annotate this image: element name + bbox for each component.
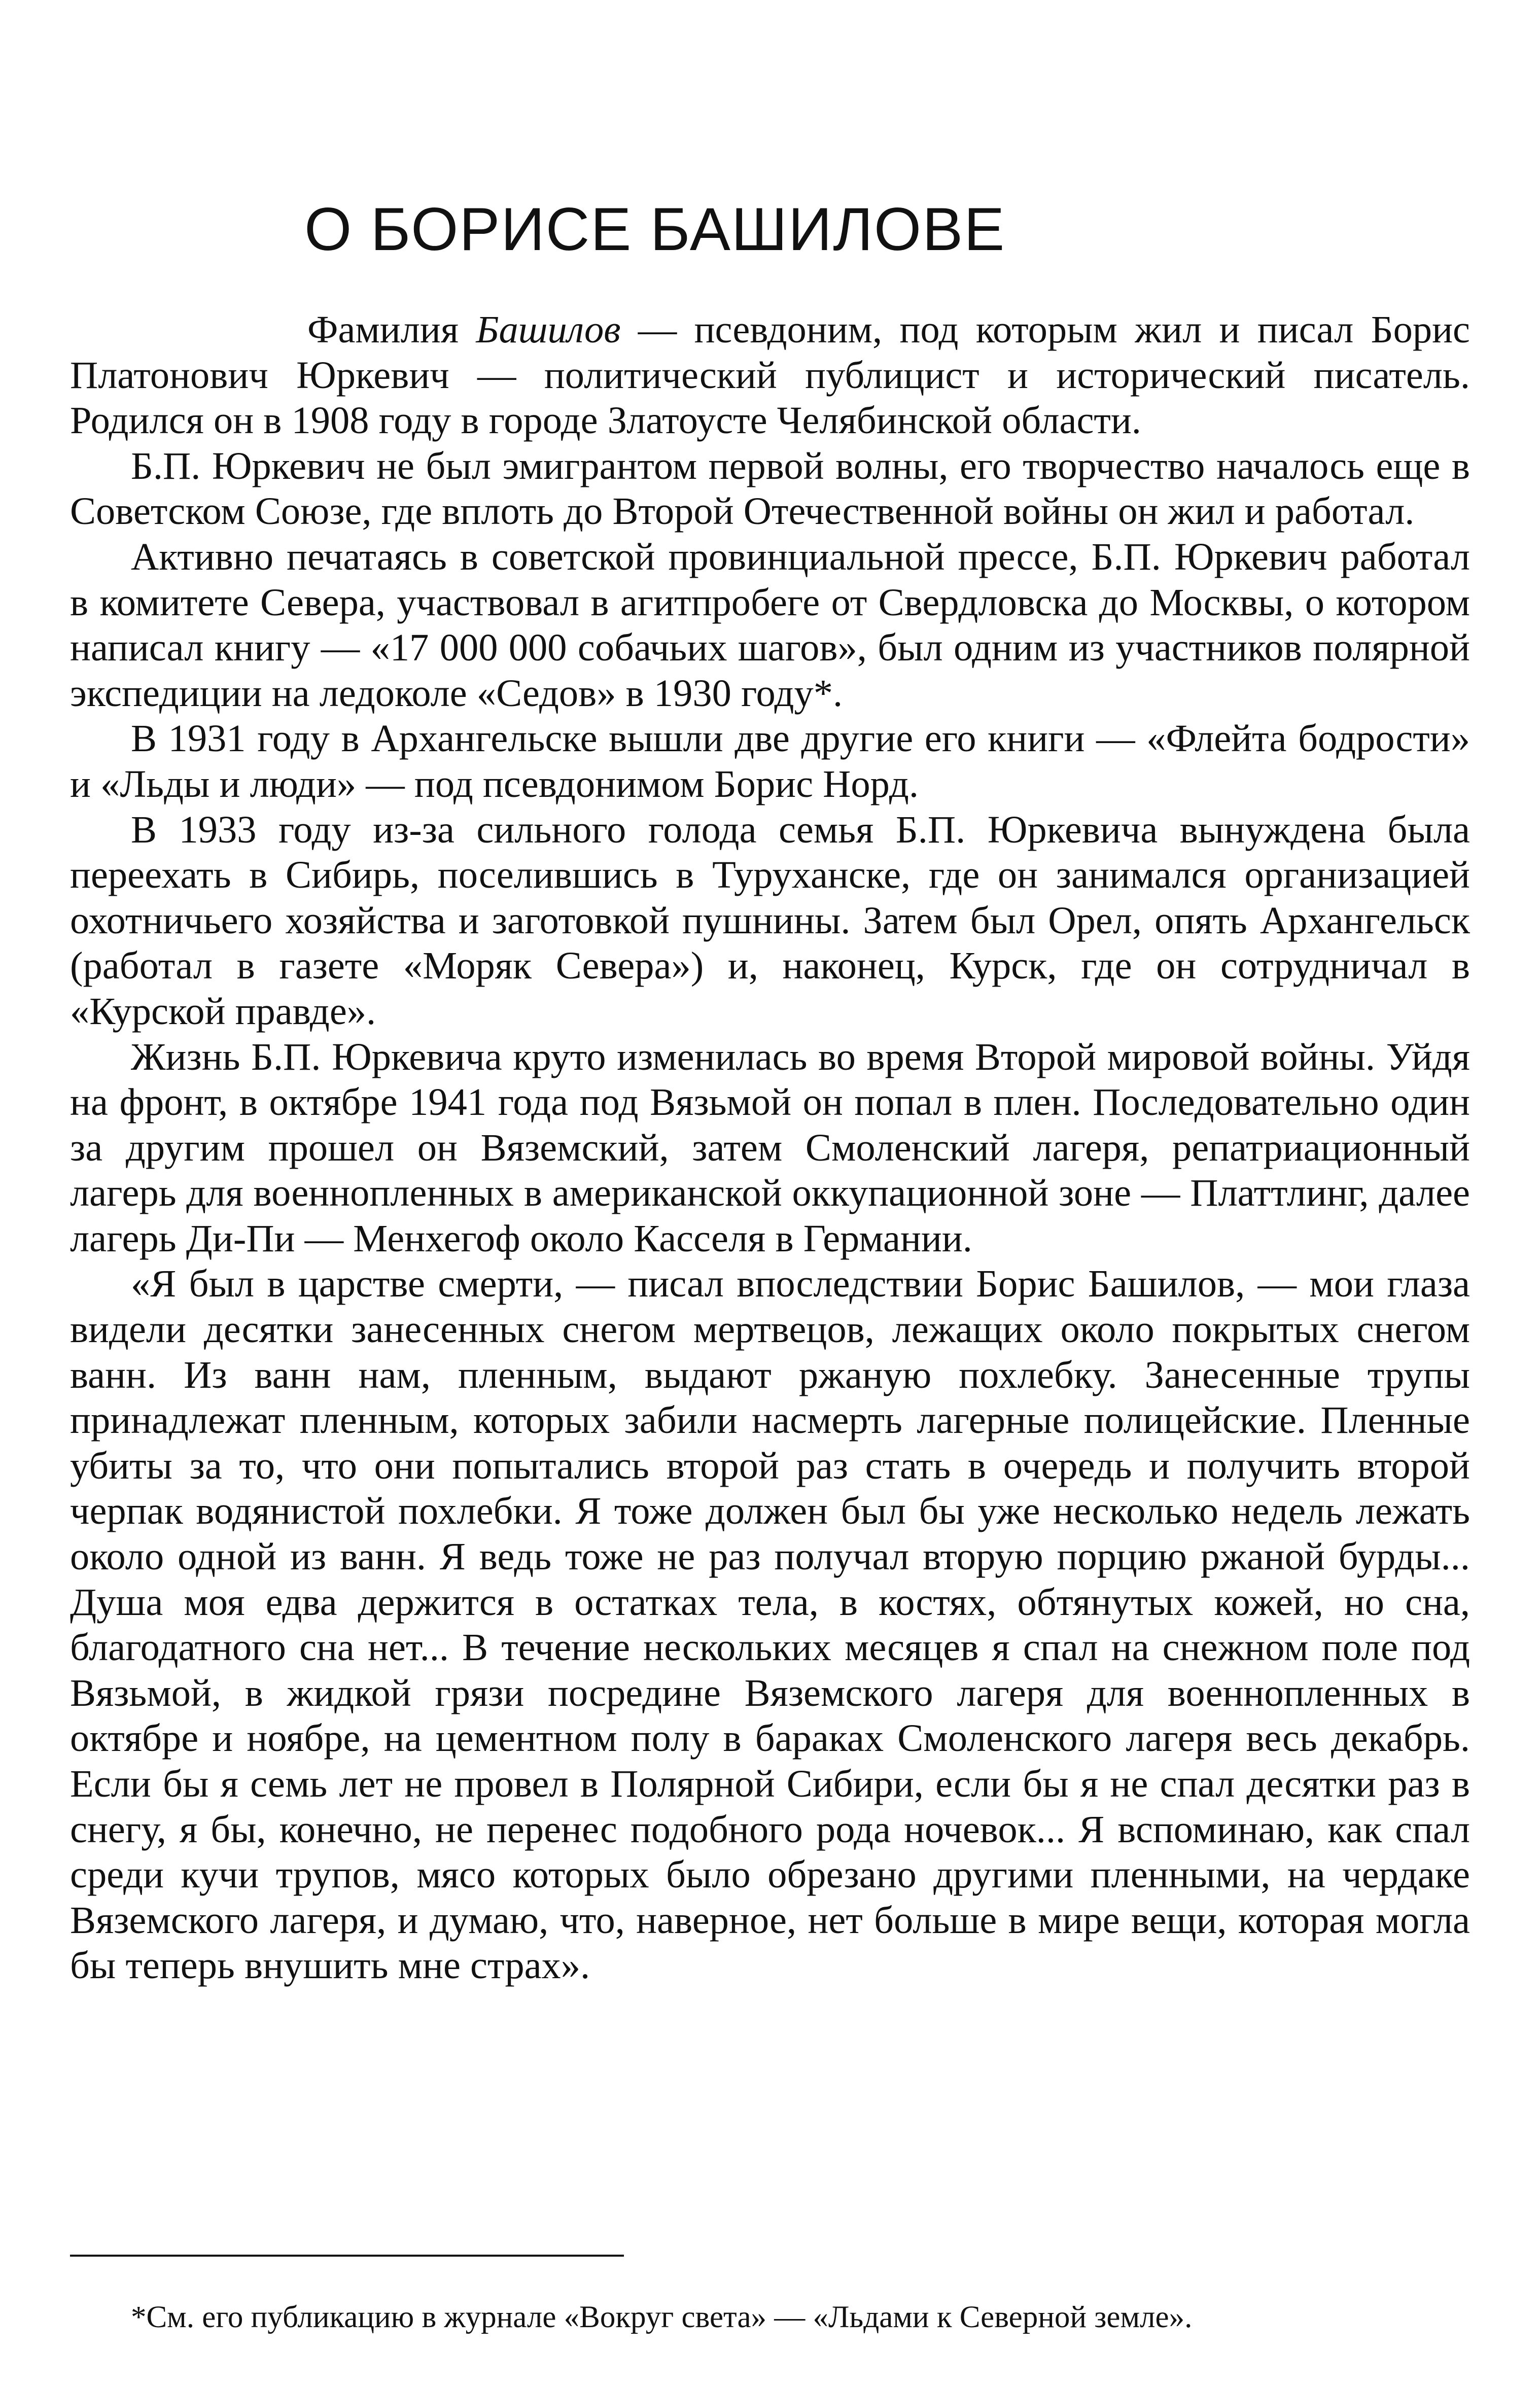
body-text [70,307,1470,1988]
paragraph-3: Активно печатаясь в советской провинциальной прессе, Б.П. Юркевич работал в комитете Севера, участвовал в агитпробеге от Свердловска до Москвы, о котором написал книгу — «17 000 000 собачьих шагов», был одним из участников полярной экспедиции на ледоколе «Седов» в 1930 году*. [70,535,1470,715]
footnote-divider [70,2255,624,2257]
paragraph-5: В 1933 году из-за сильного голода семья Б.П. Юркевича вынуждена была переехать в Сибирь, поселившись в Туруханске, где он занимался организацией охотничьего хозяйства и заготовкой пушнины. Затем был Орел, опять Архангельск (работал в газете «Моряк Севера») и, наконец, Курск, где он сотрудничал в «Курской правде». [70,808,1470,1033]
book-page [70,0,1470,2386]
paragraph-6: Жизнь Б.П. Юркевича круто изменилась во время Второй мировой войны. Уйдя на фронт, в октябре 1941 года под Вязьмой он попал в плен. Последовательно один за другим прошел он Вяземский, затем Смоленский лагеря, репатриационный лагерь для военнопленных в американской оккупационной зоне — Платтлинг, далее лагерь Ди-Пи — Менхегоф около Касселя в Германии. [70,1035,1470,1260]
paragraph-1-rest: — псевдоним, под которым жил и писал Борис Платонович Юркевич — политический публицист и исторический писатель. Родился он в 1908 году в городе Златоусте Челябинской области. [70,308,1470,442]
footnote: *См. его публикацию в журнале «Вокруг света» — «Льдами к Северной земле». [131,2300,1193,2334]
paragraph-7-quote: «Я был в царстве смерти, — писал впоследствии Борис Башилов, — мои глаза видели десятки занесенных снегом мертвецов, лежащих около покрытых снегом ванн. Из ванн нам, пленным, выдают ржаную похлебку. Занесенные трупы принадлежат пленным, которых забили насмерть лагерные полицейские. Пленные убиты за то, что они попытались второй раз стать в очередь и получить второй черпак водянистой похлебки. Я тоже должен был бы уже несколько недель лежать около одной из ванн. Я ведь тоже не раз получал вторую порцию ржаной бурды... Душа моя едва держится в остатках тела, в костях, обтянутых кожей, но сна, благодатного сна нет... В течение нескольких месяцев я спал на снежном поле под Вязьмой, в жидкой грязи посредине Вяземского лагеря для военнопленных в октябре и ноябре, на цементном полу в бараках Смоленского лагеря весь декабрь. Если бы я семь лет не провел в Полярной Сибири, если бы я не спал десятки раз в снегу, я бы, конечно, не перенес подобного рода ночевок... Я вспоминаю, как спал среди кучи трупов, мясо которых было обрезано другими пленными, на чердаке Вяземского лагеря, и думаю, что, наверное, нет больше в мире вещи, которая могла бы теперь внушить мне страх». [70,1262,1470,1987]
paragraph-1-lead: Фамилия [307,308,476,351]
page-title: О БОРИСЕ БАШИЛОВЕ [304,195,1006,263]
paragraph-4: В 1931 году в Архангельске вышли две другие его книги — «Флейта бодрости» и «Льды и люди» — под псевдонимом Борис Норд. [70,717,1470,805]
pseudonym-italic: Башилов [476,308,621,351]
paragraph-1 [70,307,1470,443]
paragraph-2: Б.П. Юркевич не был эмигрантом первой волны, его творчество началось еще в Советском Союзе, где вплоть до Второй Отечественной войны он жил и работал. [70,444,1470,533]
